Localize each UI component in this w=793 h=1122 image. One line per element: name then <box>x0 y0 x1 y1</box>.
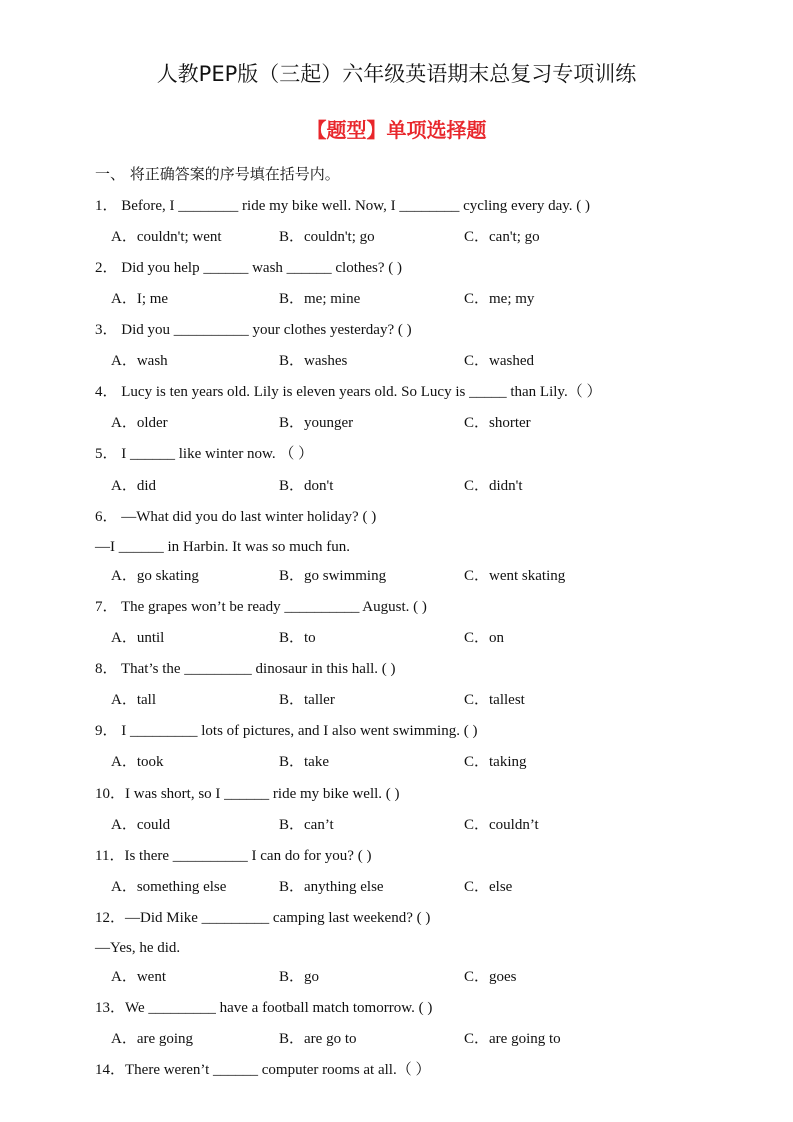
question-6-reply: —I ______ in Harbin. It was so much fun. <box>95 539 350 555</box>
question-7: 7． The grapes won’t be ready __________ August. ( ) <box>95 599 427 615</box>
option-c[interactable]: C．can't; go <box>464 229 540 245</box>
question-6: 6． —What did you do last winter holiday? ( ) <box>95 509 377 525</box>
option-a[interactable]: A．took <box>111 754 164 770</box>
question-8: 8． That’s the _________ dinosaur in this hall. ( ) <box>95 661 396 677</box>
option-c[interactable]: C．couldn’t <box>464 817 539 833</box>
option-a[interactable]: A．went <box>111 969 166 985</box>
question-12: 12．—Did Mike _________ camping last weekend? ( ) <box>95 910 431 926</box>
section-title: 【题型】单项选择题 <box>306 118 487 142</box>
option-a[interactable]: A．couldn't; went <box>111 229 222 245</box>
option-c[interactable]: C．taking <box>464 754 527 770</box>
option-c[interactable]: C．else <box>464 879 513 895</box>
question-1: 1． Before, I ________ ride my bike well. Now, I ________ cycling every day. ( ) <box>95 198 591 214</box>
question-4: 4． Lucy is ten years old. Lily is eleven years old. So Lucy is _____ than Lily.（ ） <box>95 384 602 400</box>
option-a[interactable]: A．are going <box>111 1031 194 1047</box>
option-c[interactable]: C．didn't <box>464 478 523 494</box>
option-b[interactable]: B．taller <box>279 692 335 708</box>
question-12-reply: —Yes, he did. <box>95 940 181 956</box>
instruction-text: 一、 将正确答案的序号填在括号内。 <box>95 165 340 183</box>
option-b[interactable]: B．younger <box>279 415 354 431</box>
option-a[interactable]: A．something else <box>111 879 227 895</box>
option-a[interactable]: A．I; me <box>111 291 169 307</box>
question-2: 2． Did you help ______ wash ______ clothes? ( ) <box>95 260 403 276</box>
option-b[interactable]: B．to <box>279 630 316 646</box>
page-title: 人教PEP版（三起）六年级英语期末总复习专项训练 <box>156 62 637 86</box>
option-c[interactable]: C．tallest <box>464 692 525 708</box>
option-c[interactable]: C．are going to <box>464 1031 561 1047</box>
option-c[interactable]: C．shorter <box>464 415 531 431</box>
option-c[interactable]: C．on <box>464 630 505 646</box>
option-a[interactable]: A．could <box>111 817 171 833</box>
option-b[interactable]: B．can’t <box>279 817 334 833</box>
option-b[interactable]: B．go swimming <box>279 568 387 584</box>
option-a[interactable]: A．tall <box>111 692 156 708</box>
option-b[interactable]: B．go <box>279 969 320 985</box>
question-3: 3． Did you __________ your clothes yesterday? ( ) <box>95 322 412 338</box>
question-9: 9． I _________ lots of pictures, and I also went swimming. ( ) <box>95 723 478 739</box>
question-11: 11．Is there __________ I can do for you? ( ) <box>95 848 372 864</box>
question-13: 13．We _________ have a football match tomorrow. ( ) <box>95 1000 433 1016</box>
option-b[interactable]: B．take <box>279 754 329 770</box>
option-b[interactable]: B．don't <box>279 478 334 494</box>
option-a[interactable]: A．wash <box>111 353 168 369</box>
question-5: 5． I ______ like winter now. （ ） <box>95 446 314 462</box>
question-10: 10．I was short, so I ______ ride my bike well. ( ) <box>95 786 400 802</box>
option-b[interactable]: B．couldn't; go <box>279 229 375 245</box>
option-c[interactable]: C．washed <box>464 353 534 369</box>
option-c[interactable]: C．went skating <box>464 568 566 584</box>
option-a[interactable]: A．until <box>111 630 165 646</box>
option-a[interactable]: A．did <box>111 478 157 494</box>
question-14: 14．There weren’t ______ computer rooms at all.（ ） <box>95 1062 431 1078</box>
option-a[interactable]: A．go skating <box>111 568 199 584</box>
option-a[interactable]: A．older <box>111 415 168 431</box>
option-b[interactable]: B．anything else <box>279 879 384 895</box>
option-c[interactable]: C．me; my <box>464 291 535 307</box>
option-b[interactable]: B．are go to <box>279 1031 357 1047</box>
option-c[interactable]: C．goes <box>464 969 517 985</box>
option-b[interactable]: B．me; mine <box>279 291 361 307</box>
option-b[interactable]: B．washes <box>279 353 348 369</box>
